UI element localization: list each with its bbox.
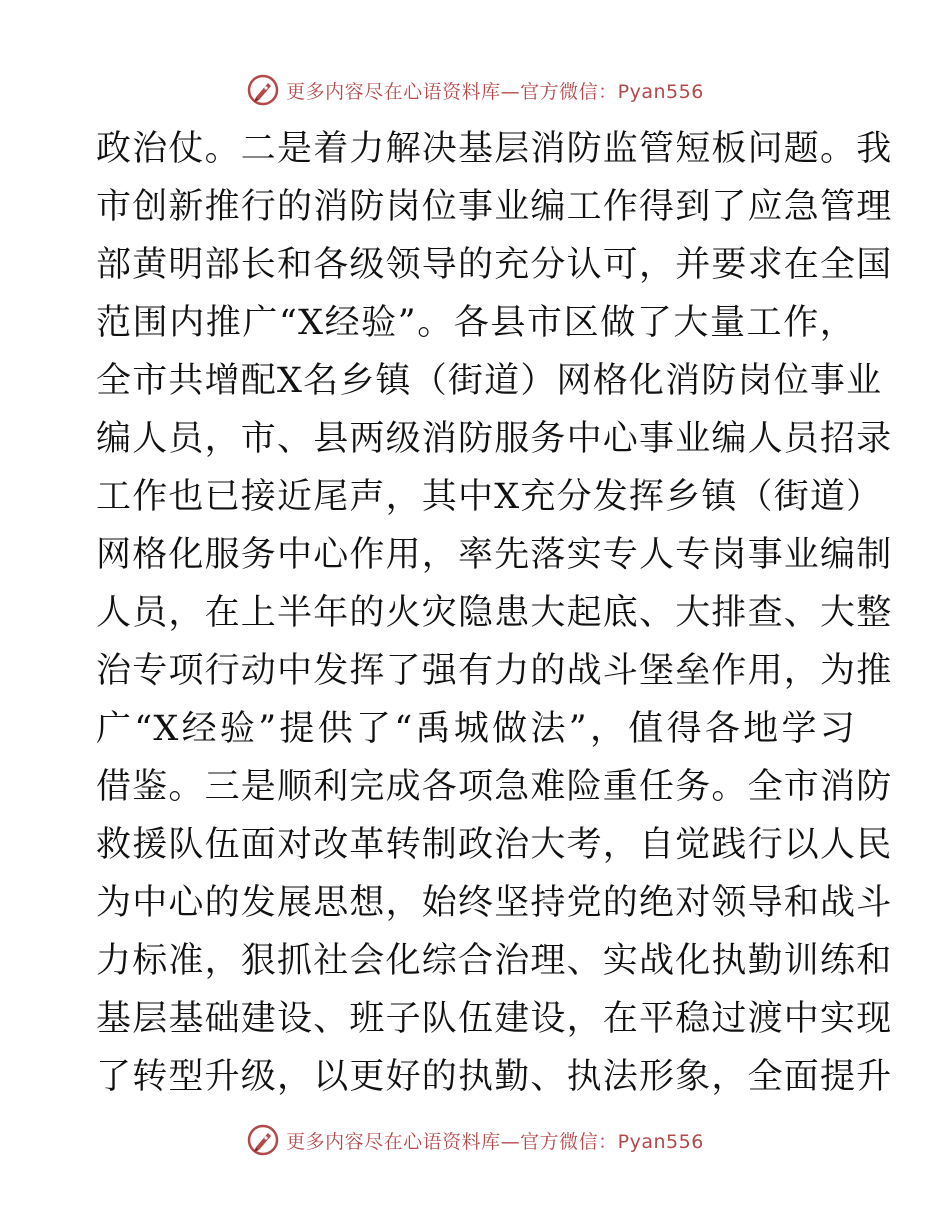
footer-banner-text: 更多内容尽在心语资料库—官方微信：Pyan556 xyxy=(286,1130,704,1153)
body-line: 了转型升级，以更好的执勤、执法形象，全面提升 xyxy=(96,1057,893,1097)
body-line: 部黄明部长和各级领导的充分认可，并要求在全国 xyxy=(96,245,893,285)
body-line: 市创新推行的消防岗位事业编工作得到了应急管理 xyxy=(96,187,893,227)
body-line: 人员，在上半年的火灾隐患大起底、大排查、大整 xyxy=(96,593,893,633)
pen-nib-logo-icon xyxy=(246,73,280,107)
footer-banner xyxy=(0,1120,950,1160)
document-body xyxy=(96,120,893,1106)
body-line: 政治仗。二是着力解决基层消防监管短板问题。我 xyxy=(96,129,893,169)
body-line: 网格化服务中心作用，率先落实专人专岗事业编制 xyxy=(96,535,893,575)
header-banner-text: 更多内容尽在心语资料库—官方微信：Pyan556 xyxy=(286,80,704,103)
body-line: 救援队伍面对改革转制政治大考，自觉践行以人民 xyxy=(96,825,893,865)
body-line: 全市共增配X名乡镇（街道）网格化消防岗位事业 xyxy=(96,361,883,401)
body-line: 范围内推广“X经验”。各县市区做了大量工作， xyxy=(96,303,856,343)
body-line: 广“X经验”提供了“禹城做法”，值得各地学习 xyxy=(96,709,856,749)
pen-nib-logo-icon xyxy=(246,1123,280,1157)
body-line: 借鉴。三是顺利完成各项急难险重任务。全市消防 xyxy=(96,767,893,807)
body-line: 为中心的发展思想，始终坚持党的绝对领导和战斗 xyxy=(96,883,893,923)
body-line: 编人员，市、县两级消防服务中心事业编人员招录 xyxy=(96,419,893,459)
header-banner xyxy=(0,70,950,110)
body-line: 工作也已接近尾声，其中X充分发挥乡镇（街道） xyxy=(96,477,883,517)
body-line: 基层基础建设、班子队伍建设，在平稳过渡中实现 xyxy=(96,999,893,1039)
body-line: 治专项行动中发挥了强有力的战斗堡垒作用，为推 xyxy=(96,651,893,691)
body-line: 力标准，狠抓社会化综合治理、实战化执勤训练和 xyxy=(96,941,893,981)
